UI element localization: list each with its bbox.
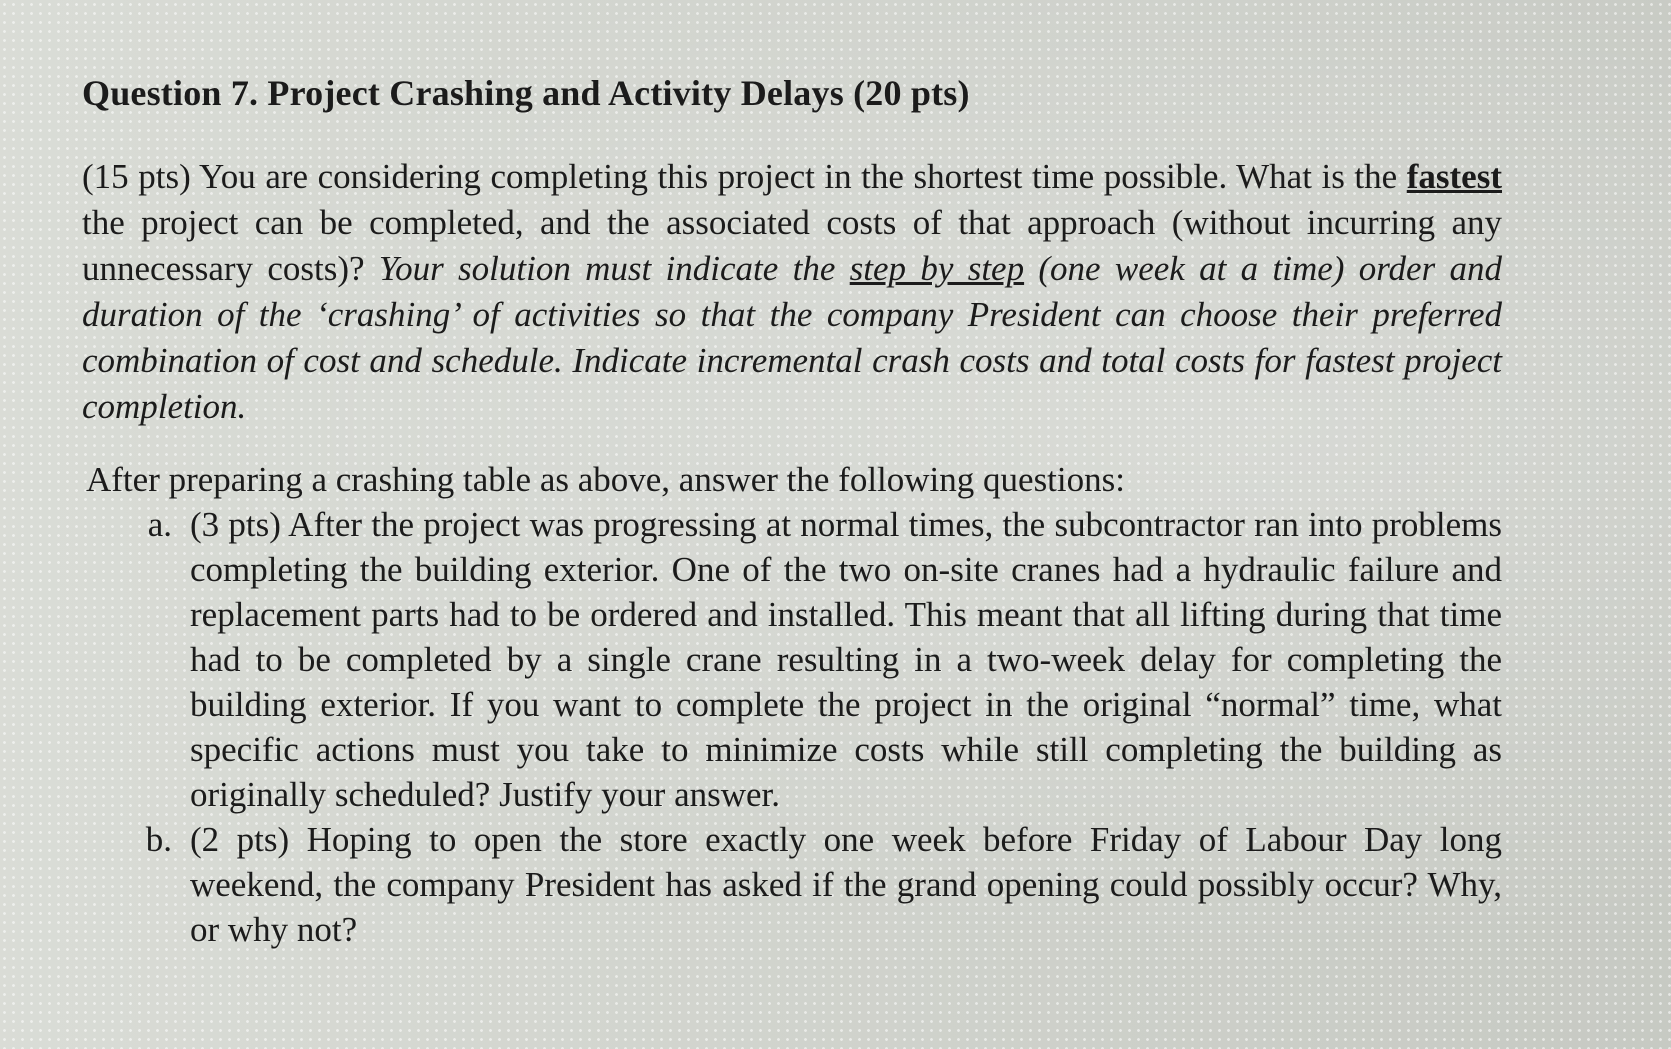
question-title: Question 7. Project Crashing and Activity Delays (20 pts) <box>82 73 970 113</box>
question-b <box>82 817 1502 952</box>
question-b-text: (2 pts) Hoping to open the store exactly one week before Friday of Labour Day long weekend, the company President has asked if the grand opening could possibly occur? Why, or why not? <box>190 820 1502 949</box>
fastest-emphasis: fastest <box>1406 157 1502 196</box>
intro-italic-part2: (one week at a time) order and duration of the ‘crashing’ of activities so that the company President can choose their preferred combination of cost and schedule. Indicate incremental crash costs and total costs for fastest project completion. <box>82 249 1502 426</box>
question-b-marker: b. <box>145 820 172 859</box>
follow-up-intro: After preparing a crashing table as above, answer the following questions: <box>86 460 1125 499</box>
question-a <box>82 502 1502 817</box>
intro-text-part1: (15 pts) You are considering completing this project in the shortest time possible. What is the <box>82 157 1407 196</box>
document-page <box>82 60 1502 952</box>
intro-italic-part1: Your solution must indicate the <box>378 249 850 288</box>
step-by-step-emphasis: step by step <box>849 249 1025 288</box>
question-a-marker: a. <box>147 505 172 544</box>
intro-paragraph <box>82 154 1502 430</box>
question-a-text: (3 pts) After the project was progressing at normal times, the subcontractor ran into problems completing the building exterior. One of the two on-site cranes had a hydraulic failure and replacement parts had to be ordered and installed. This meant that all lifting during that time had to be completed by a single crane resulting in a two-week delay for completing the building exterior. If you want to complete the project in the original “normal” time, what specific actions must you take to minimize costs while still completing the building as originally scheduled? Justify your answer. <box>190 505 1502 814</box>
intro-text-part2: the project can be completed, and the associated costs of that approach (without incurring any unnecessary costs)? <box>82 203 1502 288</box>
